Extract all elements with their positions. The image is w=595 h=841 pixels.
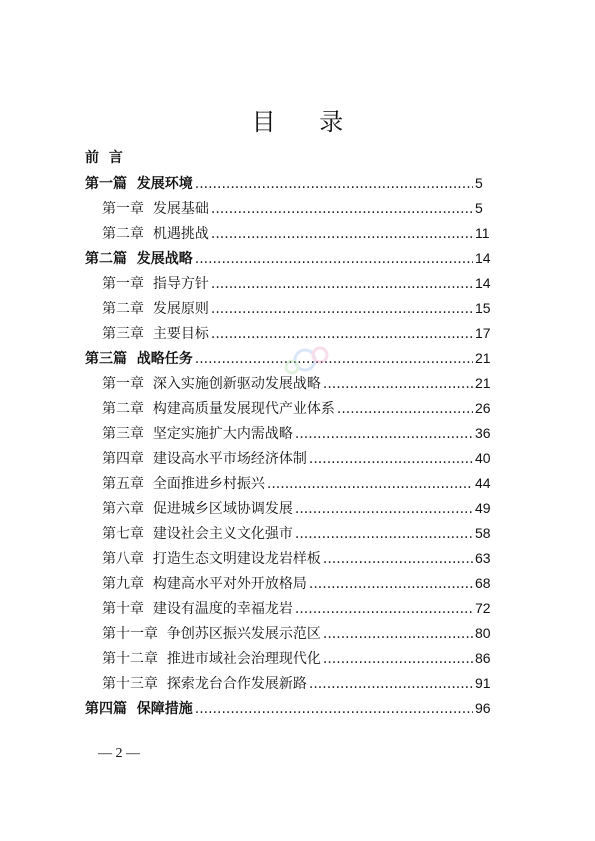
- toc-chapter-entry[interactable]: [102, 472, 501, 494]
- toc-page-number: 26: [475, 400, 491, 416]
- toc-chapter-entry[interactable]: [102, 272, 501, 294]
- toc-page-number: 21: [475, 375, 491, 391]
- toc-chapter-entry[interactable]: [102, 222, 501, 244]
- dot-leader: [309, 448, 473, 470]
- dot-leader: [295, 498, 473, 520]
- dot-leader: [211, 198, 473, 220]
- toc-entry-label: 第一章 发展基础: [102, 201, 209, 217]
- toc-page-number: 15: [475, 300, 491, 316]
- toc-chapter-entry[interactable]: [102, 547, 501, 569]
- toc-page-number: 14: [475, 275, 491, 291]
- toc-entry-label: 第三篇 战略任务: [85, 351, 193, 367]
- toc-entry-label: 第十二章 推进市域社会治理现代化: [102, 651, 321, 667]
- page-number-footer: — 2 —: [98, 746, 140, 761]
- toc-page-number: 21: [475, 350, 491, 366]
- dot-leader: [211, 273, 473, 295]
- toc-part-1[interactable]: [85, 172, 501, 194]
- toc-entry-label: 第二章 机遇挑战: [102, 226, 209, 242]
- dot-leader: [337, 398, 473, 420]
- toc-entry-label: 第八章 打造生态文明建设龙岩样板: [102, 551, 321, 567]
- dot-leader: [295, 598, 473, 620]
- toc-page-number: 36: [475, 425, 491, 441]
- toc-chapter-entry[interactable]: [102, 422, 501, 444]
- toc-entry-label: 第二章 构建高质量发展现代产业体系: [102, 401, 335, 417]
- toc-chapter-entry[interactable]: [102, 397, 501, 419]
- toc-part-4[interactable]: [85, 697, 501, 719]
- toc-entry-label: 第二篇 发展战略: [85, 251, 193, 267]
- toc-page-number: 5: [475, 175, 483, 191]
- toc-entry-label: 第二章 发展原则: [102, 301, 209, 317]
- toc-page-number: 86: [475, 650, 491, 666]
- page-title: 目 录: [251, 108, 362, 136]
- toc-chapter-entry[interactable]: [102, 647, 501, 669]
- dot-leader: [323, 548, 473, 570]
- toc-chapter-entry[interactable]: [102, 672, 501, 694]
- toc-front-matter[interactable]: [85, 147, 205, 169]
- dot-leader: [295, 423, 473, 445]
- toc-chapter-entry[interactable]: [102, 497, 501, 519]
- toc-part-2[interactable]: [85, 247, 501, 269]
- toc-page-number: 40: [475, 450, 491, 466]
- toc-entry-label: 第十一章 争创苏区振兴发展示范区: [102, 626, 321, 642]
- toc-page-number: 17: [475, 325, 491, 341]
- toc-page-number: 96: [475, 700, 491, 716]
- toc-page-number: 68: [475, 575, 491, 591]
- toc-page-number: 63: [475, 550, 491, 566]
- toc-chapter-entry[interactable]: [102, 622, 501, 644]
- toc-page-number: 44: [475, 475, 491, 491]
- toc-entry-label: 第七章 建设社会主义文化强市: [102, 526, 293, 542]
- dot-leader: [323, 623, 473, 645]
- toc-page-number: 14: [475, 250, 491, 266]
- toc-chapter-entry[interactable]: [102, 522, 501, 544]
- toc-entry-label: 第九章 构建高水平对外开放格局: [102, 576, 307, 592]
- toc-page-number: 5: [475, 200, 483, 216]
- dot-leader: [195, 173, 473, 195]
- toc-chapter-entry[interactable]: [102, 297, 501, 319]
- toc-entry-label: 第一篇 发展环境: [85, 176, 193, 192]
- dot-leader: [195, 698, 473, 720]
- toc-front-label: 前 言: [85, 150, 123, 166]
- toc-page-number: 72: [475, 600, 491, 616]
- dot-leader: [211, 323, 473, 345]
- toc-entry-label: 第十章 建设有温度的幸福龙岩: [102, 601, 293, 617]
- toc-entry-label: 第三章 主要目标: [102, 326, 209, 342]
- dot-leader: [309, 673, 473, 695]
- dot-leader: [323, 373, 473, 395]
- toc-entry-label: 第一章 指导方针: [102, 276, 209, 292]
- toc-entry-label: 第四章 建设高水平市场经济体制: [102, 451, 307, 467]
- toc-entry-label: 第六章 促进城乡区域协调发展: [102, 501, 293, 517]
- toc-page-number: 11: [475, 225, 490, 241]
- toc-entry-label: 第三章 坚定实施扩大内需战略: [102, 426, 293, 442]
- dot-leader: [295, 523, 473, 545]
- toc-entry-label: 第一章 深入实施创新驱动发展战略: [102, 376, 321, 392]
- toc-page-number: 91: [475, 675, 491, 691]
- toc-entry-label: 第四篇 保障措施: [85, 701, 193, 717]
- toc-chapter-entry[interactable]: [102, 197, 501, 219]
- dot-leader: [195, 248, 473, 270]
- toc-chapter-entry[interactable]: [102, 572, 501, 594]
- toc-chapter-entry[interactable]: [102, 597, 501, 619]
- toc-page-number: 49: [475, 500, 491, 516]
- toc-page-number: 58: [475, 525, 491, 541]
- dot-leader: [211, 298, 473, 320]
- toc-entry-label: 第十三章 探索龙台合作发展新路: [102, 676, 307, 692]
- dot-leader: [323, 648, 473, 670]
- dot-leader: [211, 223, 473, 245]
- toc-entry-label: 第五章 全面推进乡村振兴: [102, 476, 265, 492]
- dot-leader: [267, 473, 473, 495]
- dot-leader: [309, 573, 473, 595]
- watermark-icon: [270, 325, 340, 395]
- toc-chapter-entry[interactable]: [102, 447, 501, 469]
- toc-page-number: 80: [475, 625, 491, 641]
